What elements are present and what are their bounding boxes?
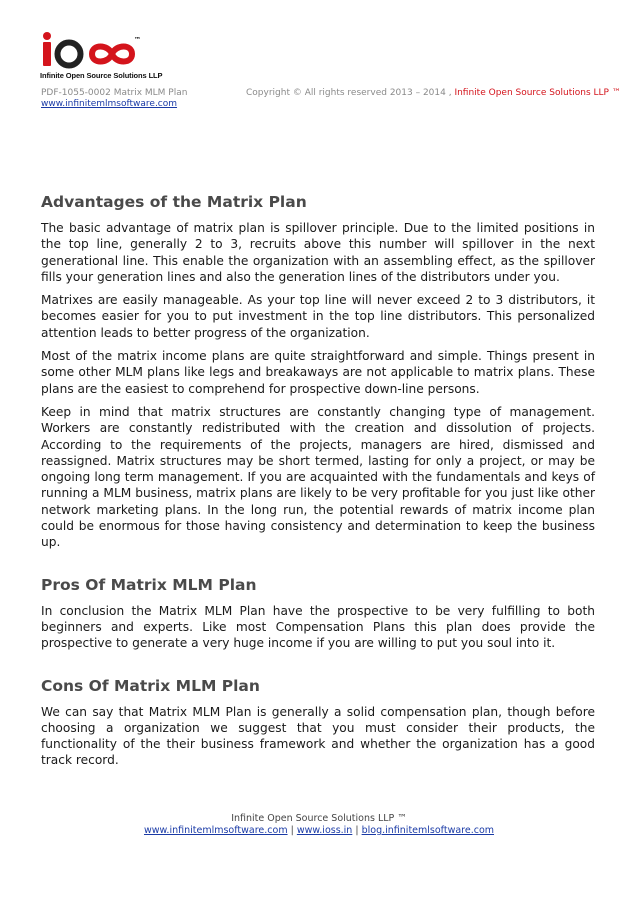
footer-separator: | <box>355 825 359 836</box>
copyright-text: Copyright © All rights reserved 2013 – 2014 , <box>246 88 452 98</box>
paragraph: Keep in mind that matrix structures are constantly changing type of management. Workers are constantly redistributed with the creation and dissolution of projects. According to the requirements of the projects, managers are hired, dismissed and reassigned. Matrix structures may be short termed, lasting for only a project, or may be ongoing long term management. If you are acquainted with the fundamentals and keys of running a MLM business, matrix plans are likely to be very profitable for you just like other network marketing plans. In the long run, the potential rewards of matrix income plan could be enormous for those having consistency and determination to keep the business up. <box>41 404 595 550</box>
section-heading: Cons Of Matrix MLM Plan <box>41 676 260 695</box>
section-advantages <box>41 192 595 551</box>
logo-company-text: Infinite Open Source Solutions LLP <box>40 71 163 80</box>
document-body <box>41 192 595 776</box>
footer-link-infinitemlmsoftware[interactable]: www.infinitemlmsoftware.com <box>143 825 288 836</box>
section-cons <box>41 676 595 769</box>
header-copyright <box>246 88 621 98</box>
paragraph: In conclusion the Matrix MLM Plan have the prospective to be very fulfilling to both beginners and experts. Like most Compensation Plans this plan does provide the prospective to generate a very huge income if you are willing to put you soul into it. <box>41 603 595 651</box>
doc-id: PDF-1055-0002 Matrix MLM Plan <box>41 88 188 98</box>
footer-separator: | <box>290 825 294 836</box>
page-footer <box>0 813 638 837</box>
copyright-company: Infinite Open Source Solutions LLP ™ <box>454 88 621 98</box>
footer-link-blog[interactable]: blog.infinitemlsoftware.com <box>361 825 495 836</box>
footer-link-ioss[interactable]: www.ioss.in <box>296 825 353 836</box>
section-pros <box>41 575 595 652</box>
paragraph: Most of the matrix income plans are quite straightforward and simple. Things present in some other MLM plans like legs and breakaways are not applicable to matrix plans. These plans are the easiest to comprehend for prospective down-line persons. <box>41 349 595 396</box>
paragraph: We can say that Matrix MLM Plan is generally a solid compensation plan, though before choosing a organization we suggest that you must consider their products, the functionality of the their business framework and whether the organization has a good track record. <box>41 704 595 768</box>
site-link[interactable]: www.infinitemlmsoftware.com <box>41 99 178 109</box>
section-heading: Pros Of Matrix MLM Plan <box>41 575 257 594</box>
logo-tm: ™ <box>134 36 141 44</box>
section-heading: Advantages of the Matrix Plan <box>41 193 307 211</box>
header-doc-info <box>41 88 187 110</box>
footer-links <box>0 825 638 837</box>
paragraph: Matrixes are easily manageable. As your top line will never exceed 2 to 3 distributors, it becomes easier for you to put investment in the top line distributors. This personalized attention leads to better progress of the organization. <box>41 293 595 340</box>
paragraph: The basic advantage of matrix plan is spillover principle. Due to the limited positions in the top line, generally 2 to 3, recruits above this number will spillover in the next generational line. This enable the organization with an assembling effect, as the spillover fills your generation lines and also the generation lines of the distributors under you. <box>41 221 595 284</box>
footer-company: Infinite Open Source Solutions LLP ™ <box>231 813 407 824</box>
